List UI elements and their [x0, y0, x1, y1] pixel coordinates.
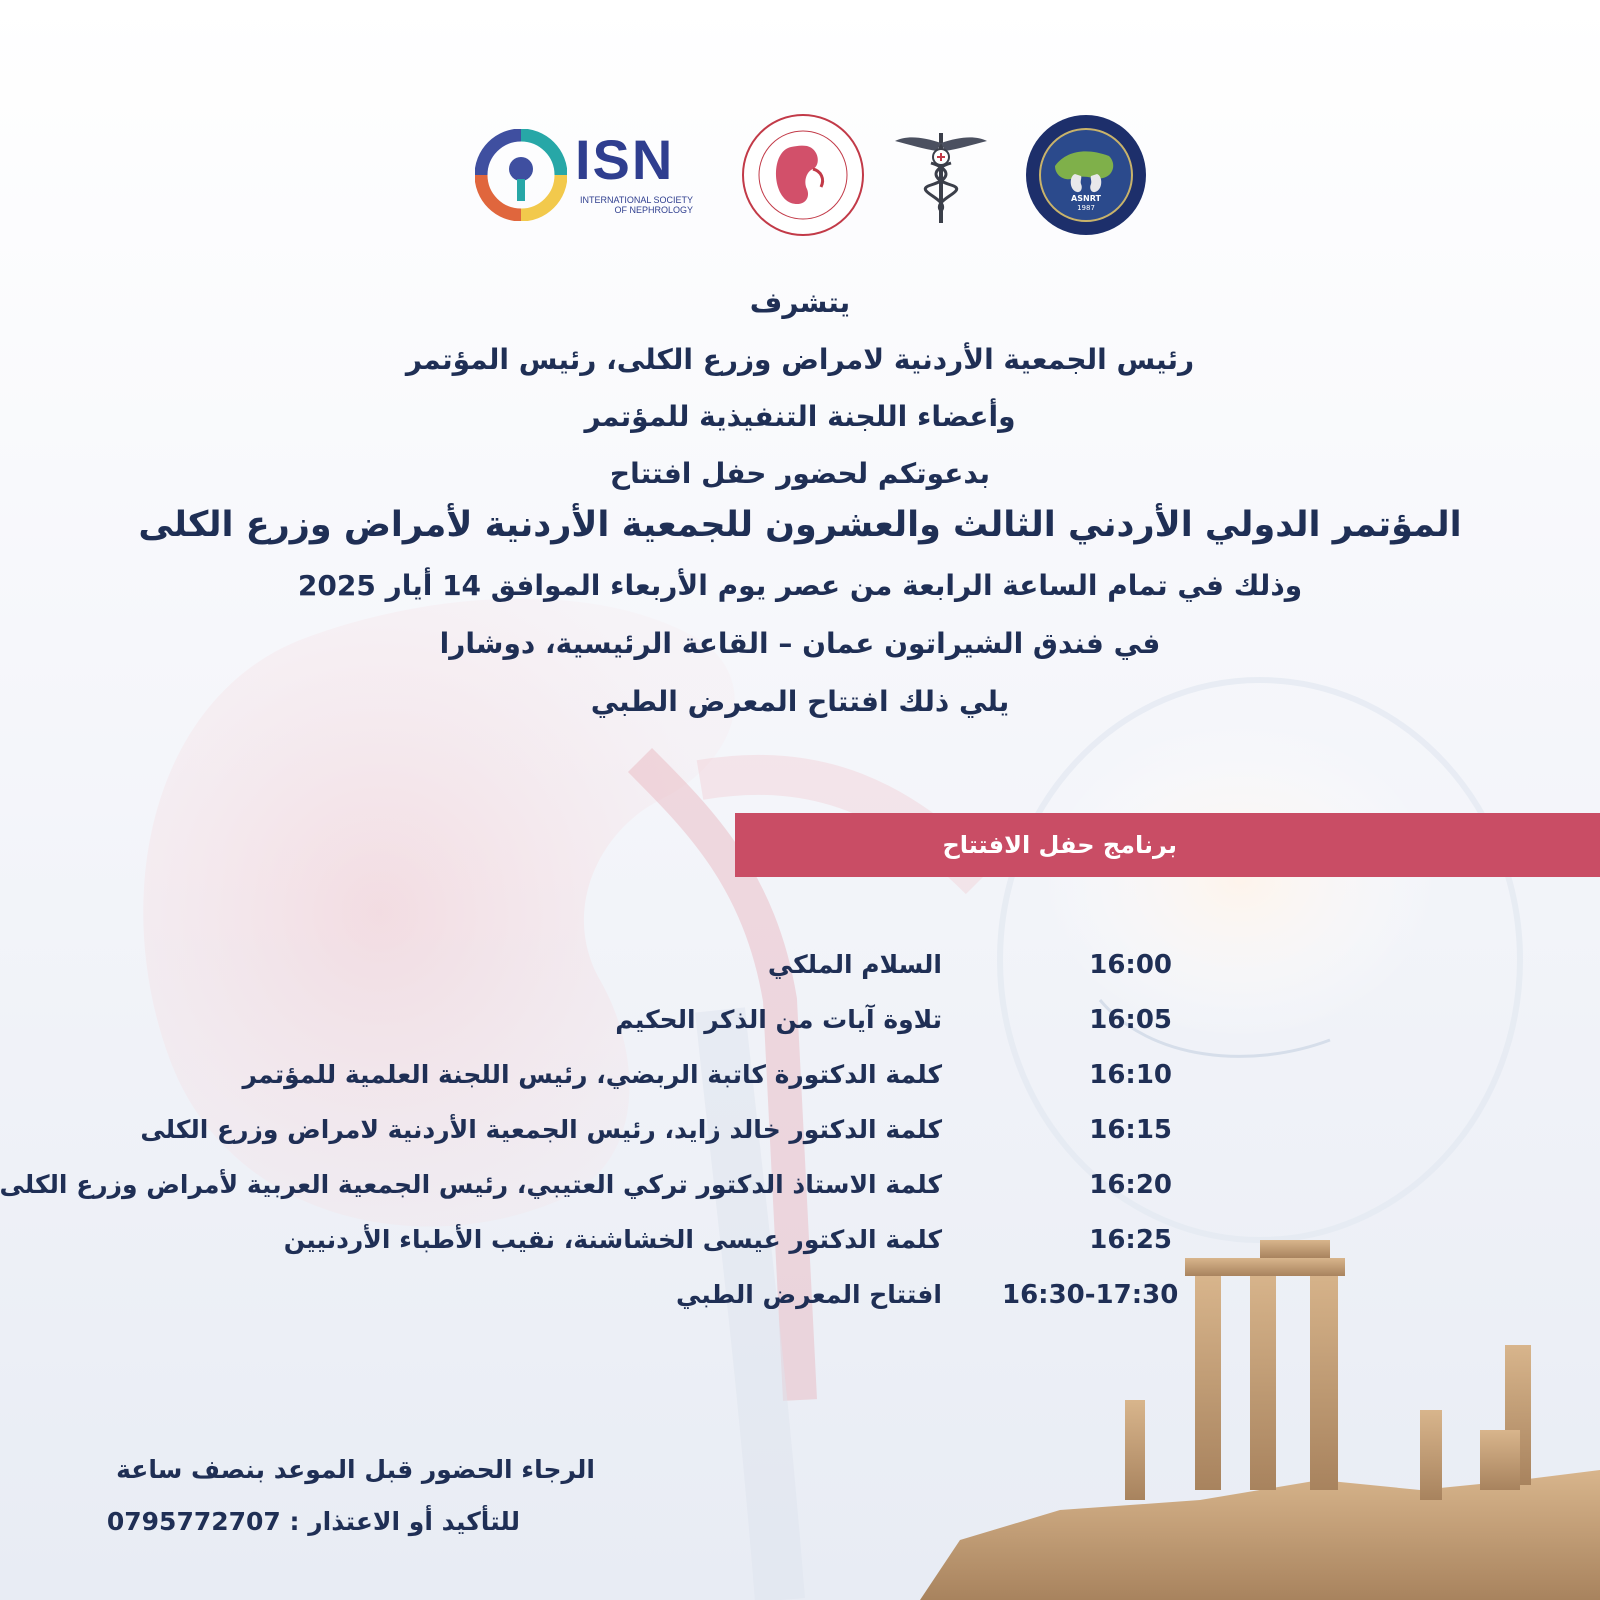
program-time: 16:30-17:30 — [1002, 1280, 1179, 1310]
program-row — [0, 1170, 1172, 1210]
isn-emblem-icon — [475, 129, 567, 221]
logos-row — [0, 105, 1600, 245]
rsvp-contact: للتأكيد أو الاعتذار : 0795772707 — [106, 1507, 520, 1536]
program-item: افتتاح المعرض الطبي — [676, 1280, 942, 1309]
asnrt-seal-icon — [1025, 114, 1147, 236]
jordan-society-nephrology-logo — [741, 113, 865, 237]
program-time: 16:25 — [1089, 1225, 1172, 1255]
conference-title: المؤتمر الدولي الأردني الثالث والعشرون للجمعية الأردنية لأمراض وزرع الكلى — [138, 505, 1462, 545]
program-row — [12, 950, 1172, 990]
arrival-note: الرجاء الحضور قبل الموعد بنصف ساعة — [116, 1455, 595, 1484]
program-item: السلام الملكي — [767, 950, 942, 979]
invitation-line-1: يتشرف — [749, 286, 851, 319]
program-banner — [735, 813, 1600, 877]
asnrt-mark: ASNRT — [1071, 194, 1101, 203]
program-item: كلمة الاستاذ الدكتور تركي العتيبي، رئيس الجمعية العربية لأمراض وزرع الكلى — [0, 1170, 942, 1199]
isn-logo — [475, 125, 695, 225]
program-item: تلاوة آيات من الذكر الحكيم — [615, 1005, 942, 1034]
invitation-line-2: رئيس الجمعية الأردنية لامراض وزرع الكلى، رئيس المؤتمر — [405, 343, 1195, 376]
isn-subtitle-line-1: INTERNATIONAL SOCIETY — [579, 195, 693, 205]
isn-subtitle — [575, 195, 693, 215]
program-row — [12, 1225, 1172, 1265]
program-time: 16:10 — [1089, 1060, 1172, 1090]
program-time: 16:05 — [1089, 1005, 1172, 1035]
invitation-line-3: وأعضاء اللجنة التنفيذية للمؤتمر — [584, 400, 1016, 433]
invitation-line-4: بدعوتكم لحضور حفل افتتاح — [609, 457, 991, 490]
program-row — [12, 1005, 1172, 1045]
program-heading: برنامج حفل الافتتاح — [942, 831, 1177, 859]
event-followup: يلي ذلك افتتاح المعرض الطبي — [590, 685, 1010, 718]
program-schedule — [0, 950, 1600, 1310]
program-row — [12, 1060, 1172, 1100]
arab-society-nephrology-logo — [1025, 114, 1147, 236]
program-row — [12, 1280, 1179, 1320]
isn-wordmark: ISN — [575, 128, 675, 191]
program-time: 16:00 — [1089, 950, 1172, 980]
medical-caduceus-logo — [893, 123, 989, 227]
event-datetime: وذلك في تمام الساعة الرابعة من عصر يوم الأربعاء الموافق 14 أيار 2025 — [297, 569, 1303, 602]
program-item: كلمة الدكتورة كاتبة الربضي، رئيس اللجنة العلمية للمؤتمر — [242, 1060, 942, 1089]
event-venue: في فندق الشيراتون عمان – القاعة الرئيسية، دوشارا — [439, 627, 1161, 660]
program-time: 16:20 — [1089, 1170, 1172, 1200]
program-item: كلمة الدكتور خالد زايد، رئيس الجمعية الأردنية لامراض وزرع الكلى — [140, 1115, 942, 1144]
asnrt-year: 1987 — [1077, 204, 1095, 212]
program-item: كلمة الدكتور عيسى الخشاشنة، نقيب الأطباء الأردنيين — [283, 1225, 942, 1254]
caduceus-icon — [893, 123, 989, 227]
program-time: 16:15 — [1089, 1115, 1172, 1145]
program-row — [12, 1115, 1172, 1155]
kidney-seal-icon — [741, 113, 865, 237]
isn-subtitle-line-2: OF NEPHROLOGY — [614, 205, 693, 215]
